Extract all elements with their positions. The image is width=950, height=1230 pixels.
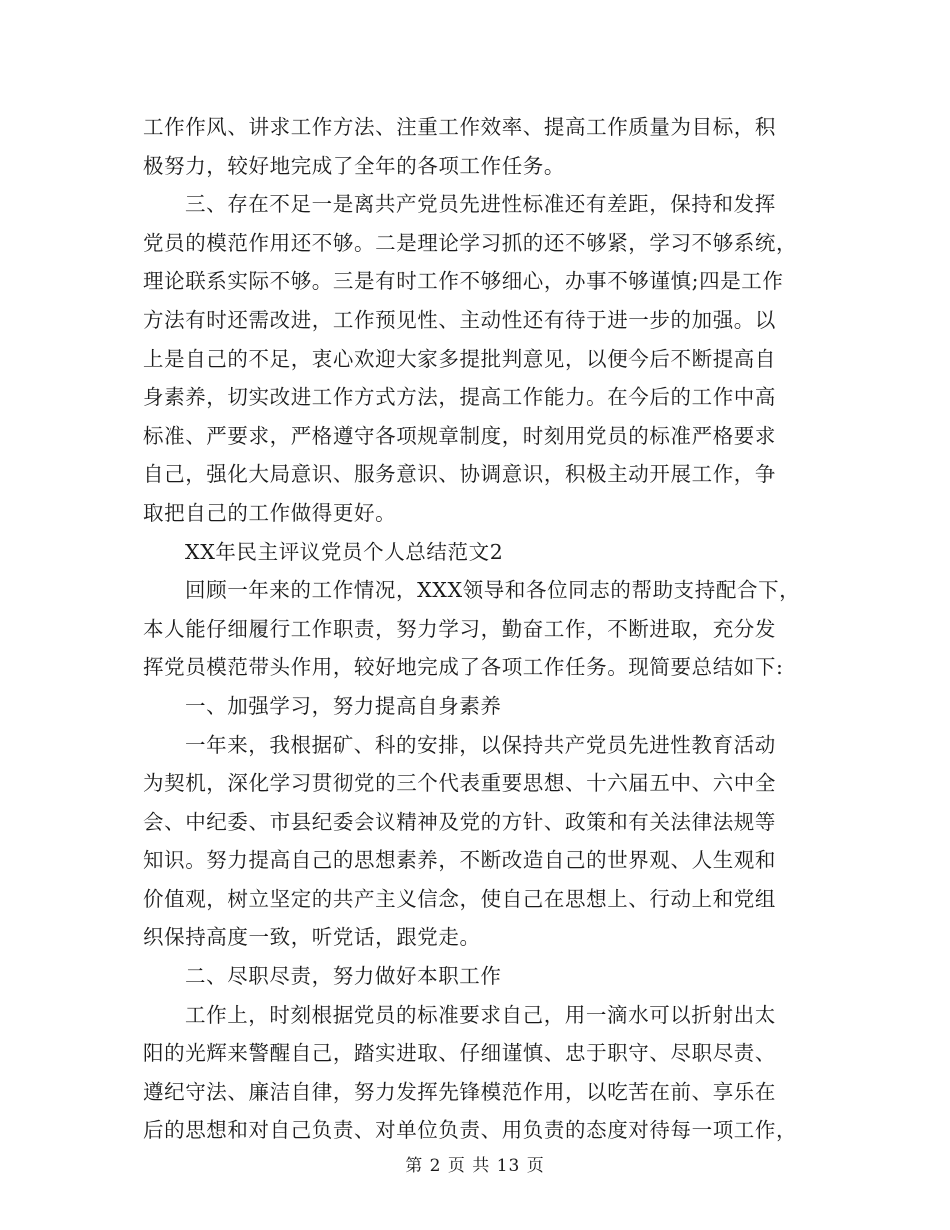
section-heading-2: 二、尽职尽责，努力做好本职工作 [185,964,502,989]
text-line: 方法有时还需改进，工作预见性、主动性还有待于进一步的加强。以 [143,307,776,332]
text-line: 遵纪守法、廉洁自律，努力发挥先锋模范作用，以吃苦在前、享乐在 [143,1079,776,1104]
text-line: 标准、严要求，严格遵守各项规章制度，时刻用党员的标准严格要求 [143,423,776,448]
section-2-paragraph-start: 工作上，时刻根据党员的标准要求自己，用一滴水可以折射出太 [185,1002,776,1027]
text-line: 知识。努力提高自己的思想素养，不断改造自己的世界观、人生观和 [143,848,776,873]
section-1-paragraph-start: 一年来，我根据矿、科的安排，以保持共产党员先进性教育活动 [185,732,776,757]
text-line: 价值观，树立坚定的共产主义信念，使自己在思想上、行动上和党组 [143,886,776,911]
section-heading-1: 一、加强学习，努力提高自身素养 [185,693,502,718]
text-line: 极努力，较好地完成了全年的各项工作任务。 [143,153,565,178]
text-line: 会、中纪委、市县纪委会议精神及党的方针、政策和有关法律法规等 [143,809,776,834]
section-3-paragraph-start: 三、存在不足一是离共产党员先进性标准还有差距，保持和发挥 [185,192,776,217]
text-line: 理论联系实际不够。三是有时工作不够细心，办事不够谨慎;四是工作 [143,269,784,294]
text-line: 挥党员模范带头作用，较好地完成了各项工作任务。现简要总结如下: [143,655,784,680]
text-line: 取把自己的工作做得更好。 [143,500,397,525]
text-line: 后的思想和对自己负责、对单位负责、用负责的态度对待每一项工作， [143,1118,798,1143]
text-line: 身素养，切实改进工作方式方法，提高工作能力。在今后的工作中高 [143,385,776,410]
page-number-footer: 第 2 页 共 13 页 [405,1156,545,1176]
text-line: 本人能仔细履行工作职责，努力学习，勤奋工作，不断进取，充分发 [143,616,776,641]
text-line: 工作作风、讲求工作方法、注重工作效率、提高工作质量为目标，积 [143,115,776,139]
text-line: 党员的模范作用还不够。二是理论学习抓的还不够紧，学习不够系统， [143,230,798,255]
text-line: 自己，强化大局意识、服务意识、协调意识，积极主动开展工作，争 [143,462,776,487]
intro-paragraph-start: 回顾一年来的工作情况，XXX领导和各位同志的帮助支持配合下， [185,578,801,603]
text-line: 织保持高度一致，听党话，跟党走。 [143,925,481,950]
text-line: 上是自己的不足，衷心欢迎大家多提批判意见，以便今后不断提高自 [143,346,776,371]
text-line: 阳的光辉来警醒自己，踏实进取、仔细谨慎、忠于职守、尽职尽责、 [143,1041,776,1066]
article-title: XX年民主评议党员个人总结范文2 [185,539,504,564]
document-body [143,108,803,1150]
text-line: 为契机，深化学习贯彻党的三个代表重要思想、十六届五中、六中全 [143,771,776,796]
